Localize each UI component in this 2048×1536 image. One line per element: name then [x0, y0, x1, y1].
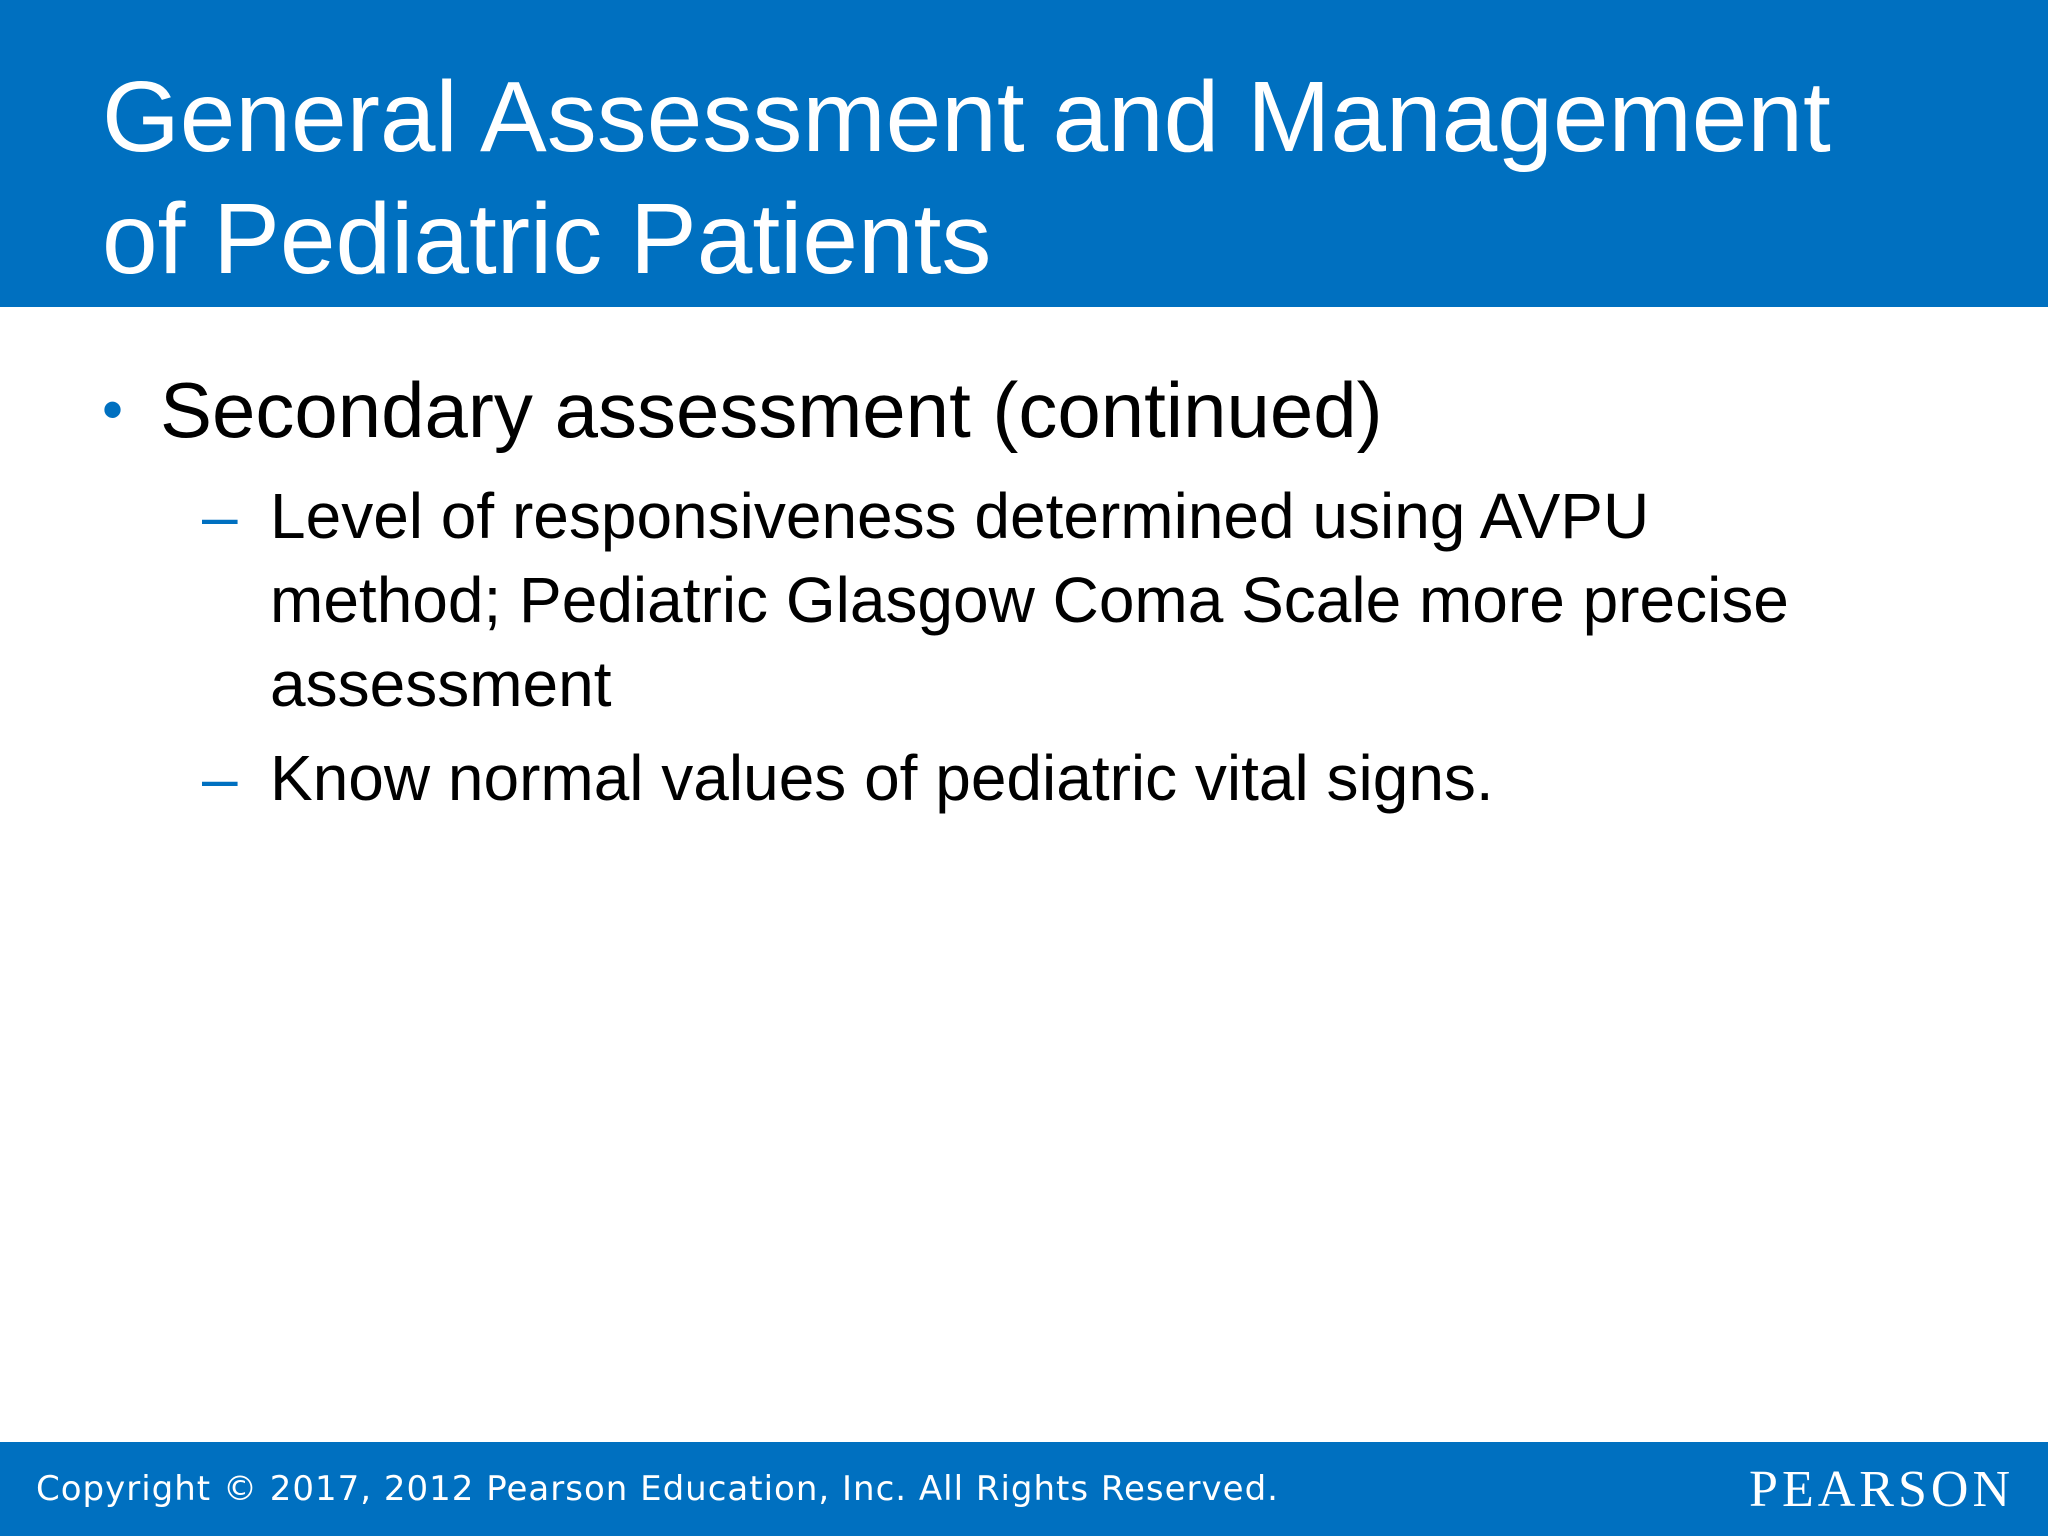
slide-title [102, 56, 1982, 300]
sub-bullet-line-2: method; Pediatric Glasgow Coma Scale more precise [270, 564, 1789, 636]
slide-title-line-2: of Pediatric Patients [102, 183, 992, 295]
sub-bullet-text [270, 736, 1910, 820]
sub-bullet-text [270, 474, 1910, 726]
pearson-logo: PEARSON [1749, 1461, 2014, 1518]
footer-bar [0, 1442, 2048, 1536]
title-bar [0, 0, 2048, 307]
bullet-dot-icon: • [102, 376, 124, 443]
bullet-text: Secondary assessment (continued) [160, 366, 1383, 454]
dash-icon: – [202, 480, 238, 552]
dash-icon: – [202, 742, 238, 814]
sub-bullet-line-1: Know normal values of pediatric vital signs. [270, 742, 1494, 814]
copyright-text: Copyright © 2017, 2012 Pearson Education, Inc. All Rights Reserved. [36, 1469, 1279, 1509]
sub-bullet-line-3: assessment [270, 648, 612, 720]
sub-bullet-line-1: Level of responsiveness determined using AVPU [270, 480, 1650, 552]
slide-title-line-1: General Assessment and Management [102, 61, 1831, 173]
